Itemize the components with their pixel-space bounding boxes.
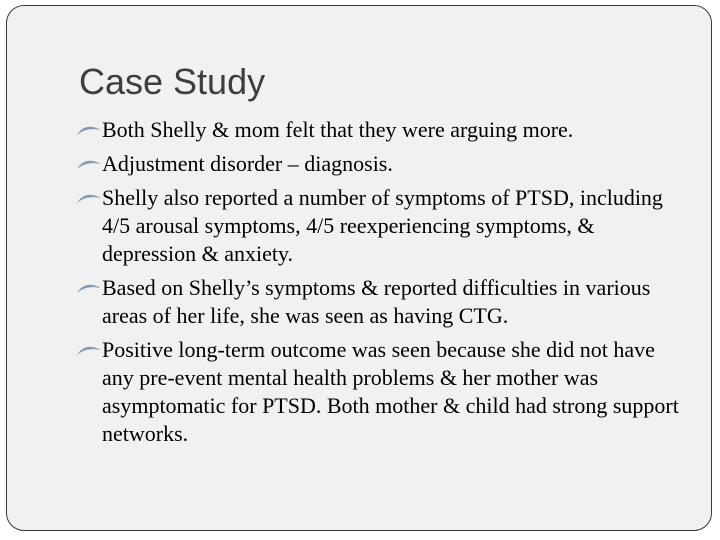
bullet-item-4: [75, 274, 690, 330]
bullet-text-3: Shelly also reported a number of symptoms of PTSD, including 4/5 arousal symptoms, 4/5 reexperiencing symptoms, & depression & anxiety.: [102, 185, 663, 266]
bullet-text-4: Based on Shelly’s symptoms & reported difficulties in various areas of her life, she was seen as having CTG.: [102, 275, 651, 328]
bullet-item-3: [75, 184, 690, 268]
slide-title: Case Study: [79, 61, 266, 102]
bullet-text-2: Adjustment disorder – diagnosis.: [102, 151, 393, 176]
bullet-item-2: [75, 150, 690, 178]
swoosh-bullet-icon: [76, 124, 102, 138]
swoosh-bullet-icon: [76, 158, 102, 172]
swoosh-bullet-icon: [76, 192, 102, 206]
bullet-list: [75, 116, 690, 454]
bullet-item-1: [75, 116, 690, 144]
bullet-item-5: [75, 336, 690, 448]
swoosh-bullet-icon: [76, 344, 102, 358]
bullet-text-5: Positive long-term outcome was seen because she did not have any pre-event mental health problems & her mother was asymptomatic for PTSD. Both mother & child had strong support networks.: [102, 337, 679, 446]
bullet-text-1: Both Shelly & mom felt that they were arguing more.: [102, 117, 574, 142]
swoosh-bullet-icon: [76, 282, 102, 296]
